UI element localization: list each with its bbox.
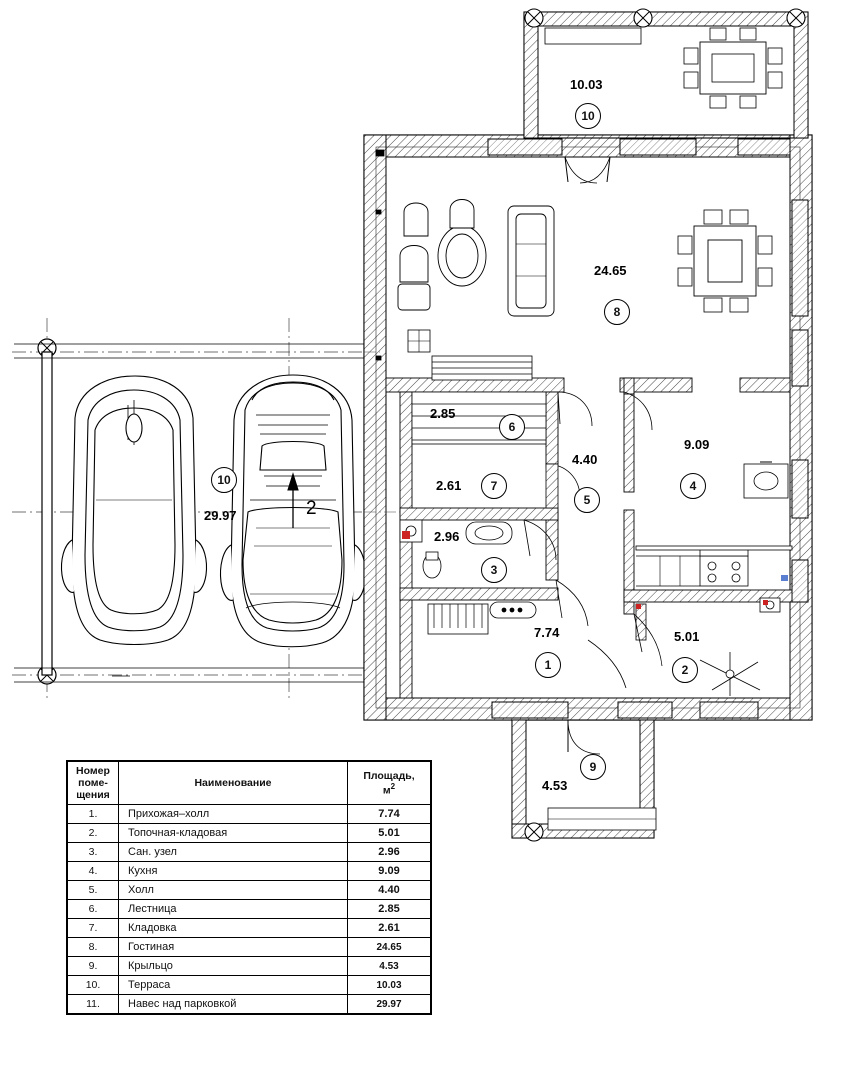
table-header-row xyxy=(68,762,431,805)
car-count-label: 2 xyxy=(306,498,317,519)
area-label-bath: 2.96 xyxy=(434,529,460,544)
room-marker-terrace: 10 xyxy=(575,103,601,129)
cell-room-number: 2. xyxy=(68,824,119,843)
cell-room-area: 2.85 xyxy=(348,900,431,919)
cell-room-name: Кухня xyxy=(119,862,348,881)
room-marker-hall: 5 xyxy=(574,487,600,513)
cell-room-area: 5.01 xyxy=(348,824,431,843)
cell-room-number: 4. xyxy=(68,862,119,881)
room-marker-stairs: 6 xyxy=(499,414,525,440)
header-room-number: Номер поме- щения xyxy=(68,762,119,805)
room-marker-kitchen: 4 xyxy=(680,473,706,499)
cell-room-name: Крыльцо xyxy=(119,957,348,976)
table-row xyxy=(68,862,431,881)
cell-room-name: Холл xyxy=(119,881,348,900)
room-marker-storage: 7 xyxy=(481,473,507,499)
table-row xyxy=(68,938,431,957)
cell-room-area: 10.03 xyxy=(348,976,431,995)
area-label-entry: 7.74 xyxy=(534,625,560,640)
header-room-area: Площадь, $м^2$ xyxy=(348,762,431,805)
cell-room-number: 10. xyxy=(68,976,119,995)
cell-room-area: 29.97 xyxy=(348,995,431,1014)
table-row xyxy=(68,805,431,824)
cell-room-area: 24.65 xyxy=(348,938,431,957)
cell-room-number: 9. xyxy=(68,957,119,976)
cell-room-area: 2.96 xyxy=(348,843,431,862)
table-row xyxy=(68,957,431,976)
area-label-stairs: 2.85 xyxy=(430,406,456,421)
table-row xyxy=(68,881,431,900)
cell-room-number: 5. xyxy=(68,881,119,900)
room-marker-bath: 3 xyxy=(481,557,507,583)
cell-room-name: Навес над парковкой xyxy=(119,995,348,1014)
table-row xyxy=(68,824,431,843)
cell-room-name: Сан. узел xyxy=(119,843,348,862)
cell-room-name: Гостиная xyxy=(119,938,348,957)
room-marker-boiler: 2 xyxy=(672,657,698,683)
cell-room-name: Прихожая–холл xyxy=(119,805,348,824)
cell-room-area: 9.09 xyxy=(348,862,431,881)
area-label-hall: 4.40 xyxy=(572,452,598,467)
cell-room-name: Терраса xyxy=(119,976,348,995)
table-row xyxy=(68,900,431,919)
cell-room-area: 2.61 xyxy=(348,919,431,938)
cell-room-name: Кладовка xyxy=(119,919,348,938)
area-label-storage: 2.61 xyxy=(436,478,462,493)
table-row xyxy=(68,976,431,995)
cell-room-number: 3. xyxy=(68,843,119,862)
table-row xyxy=(68,995,431,1014)
room-marker-living: 8 xyxy=(604,299,630,325)
area-label-porch: 4.53 xyxy=(542,778,568,793)
cell-room-number: 11. xyxy=(68,995,119,1014)
area-label-boiler: 5.01 xyxy=(674,629,700,644)
room-marker-porch: 9 xyxy=(580,754,606,780)
table-row xyxy=(68,919,431,938)
header-room-name: Наименование xyxy=(119,762,348,805)
cell-room-area: 4.53 xyxy=(348,957,431,976)
cell-room-number: 6. xyxy=(68,900,119,919)
area-label-carport: 29.97 xyxy=(204,508,237,523)
room-marker-carport: 10 xyxy=(211,467,237,493)
cell-room-number: 7. xyxy=(68,919,119,938)
area-label-terrace: 10.03 xyxy=(570,77,603,92)
cell-room-area: 7.74 xyxy=(348,805,431,824)
room-schedule-table xyxy=(66,760,432,1015)
cell-room-area: 4.40 xyxy=(348,881,431,900)
area-label-kitchen: 9.09 xyxy=(684,437,710,452)
cell-room-name: Топочная-кладовая xyxy=(119,824,348,843)
cell-room-name: Лестница xyxy=(119,900,348,919)
cell-room-number: 8. xyxy=(68,938,119,957)
area-label-living: 24.65 xyxy=(594,263,627,278)
room-marker-entry: 1 xyxy=(535,652,561,678)
table-row xyxy=(68,843,431,862)
cell-room-number: 1. xyxy=(68,805,119,824)
